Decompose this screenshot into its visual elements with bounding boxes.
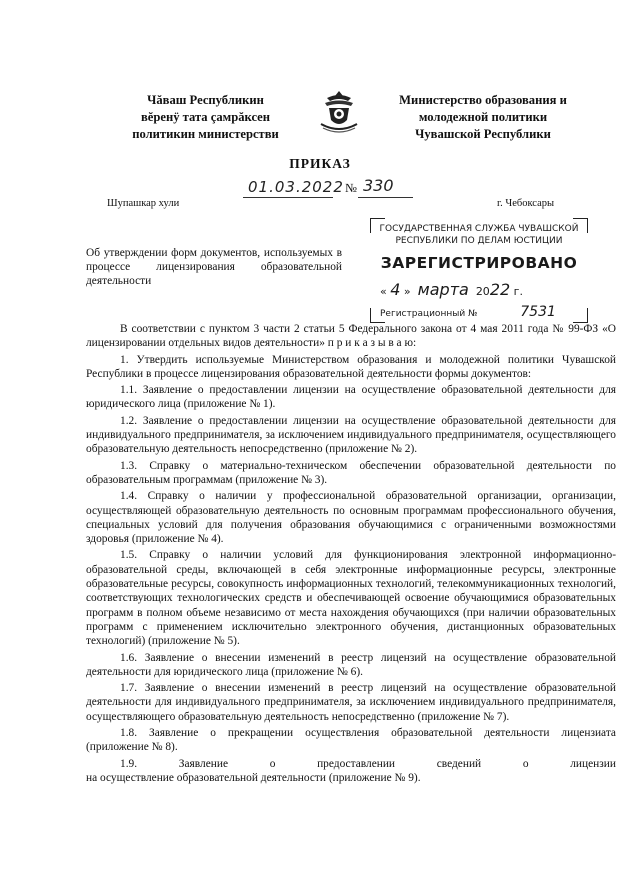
stamp-agency-line: РЕСПУБЛИКИ ПО ДЕЛАМ ЮСТИЦИИ [395,235,563,246]
ministry-name-russian-line: молодежной политики [418,110,548,124]
stamp-year-prefix: 20 [475,285,490,298]
document-title: ПРИКАЗ [289,156,351,171]
stamp-status: ЗАРЕГИСТРИРОВАНО [380,254,578,272]
number-underline [358,197,413,198]
stamp-registration [380,304,556,320]
item-1-6: 1.6. Заявление о внесении изменений в реестр лицензий на осуществление образовательной деятельности для юридического лица (приложение № 6). [86,651,616,678]
item-1-9-word: 1.9. [120,757,138,770]
item-1-9-continuation: на осуществление образовательной деятельности (приложение № 9). [86,771,421,784]
item-1-9-first-line [86,757,616,771]
stamp-reg-number: 7531 [520,304,556,320]
ministry-name-russian-line: Министерство образования и [399,93,567,107]
item-1-3: 1.3. Справку о материально-техническом обеспечении образовательной деятельности по образовательным программам (приложение № 3). [86,459,616,486]
order-number-label: № [345,181,357,195]
registration-stamp [370,218,588,323]
stamp-month: марта [417,280,469,299]
item-1-4: 1.4. Справку о наличии у профессиональной образовательной организации, организации, осуществляющей образовательную деятельность по основным программам профессионального обучения, специальных условий для получения образования обучающимися с ограниченными возможностями здоровья (приложение № 4). [86,490,616,546]
date-underline [243,197,333,198]
stamp-reg-label: Регистрационный № [380,309,478,319]
stamp-year-unit: г. [513,285,523,298]
stamp-agency-line: ГОСУДАРСТВЕННАЯ СЛУЖБА ЧУВАШСКОЙ [379,224,579,234]
stamp-agency [370,224,588,247]
place-chuvash: Шупашкар хули [107,198,180,209]
item-1-8: 1.8. Заявление о прекращении осуществления образовательной деятельности лицензиата (приложение № 8). [86,727,616,754]
ministry-name-chuvash-line: вĕренÿ тата çамрăксен [140,110,271,124]
stamp-quote-close: » [403,285,411,298]
item-1-9-word: Заявление [178,757,228,770]
preamble-paragraph: В соответствии с пунктом 3 части 2 статьи 5 Федерального закона от 4 мая 2011 года № 99-ФЗ «О лицензировании отдельных видов деятельности» п р и к а з ы в а ю: [86,323,616,350]
item-1-1: 1.1. Заявление о предоставлении лицензии на осуществление образовательной деятельности для юридического лица (приложение № 1). [86,384,616,411]
item-1-9-word: сведений [436,757,482,770]
document-body [86,322,616,785]
ministry-name-chuvash-line: Чăваш Республикин [147,93,264,107]
ministry-name-russian [383,92,583,143]
item-1-5: 1.5. Справку о наличии условий для функционирования электронной информационно-образовательной среды, включающей в себя электронные информационные ресурсы, электронные образовательные ресурсы, совокупность информационных технологий, телекоммуникационных технологий, соответствующих технологических средств и обеспечивающей освоение обучающимися образовательных программ в полном объеме независимо от места нахождения обучающихся (при наличии образовательных программ с применением исключительно электронного обучения, дистанционных образовательных технологий) (приложение № 5). [86,549,616,648]
order-date: 01.03.2022 [248,178,344,196]
document-subject: Об утверждении форм документов, используемых в процессе лицензирования образовательной деятельности [86,247,342,287]
stamp-corner [573,308,588,323]
ministry-name-chuvash [118,92,293,143]
item-1-7: 1.7. Заявление о внесении изменений в реестр лицензий на осуществление образовательной деятельности для индивидуального предпринимателя, за исключением индивидуального предпринимателя, осуществляющего образовательную деятельность непосредственно (приложение № 7). [86,682,616,723]
stamp-year-suffix: 22 [489,280,511,299]
item-1-9-word: о [522,757,529,770]
item-1-9-word: о [269,757,276,770]
chuvash-emblem-icon [317,88,361,134]
stamp-day: 4 [390,280,401,299]
item-1-9-word: предоставлении [317,757,396,770]
ministry-name-russian-line: Чувашской Республики [415,127,551,141]
stamp-date [380,280,523,299]
item-1: 1. Утвердить используемые Министерством образования и молодежной политики Чувашской Республики в процессе лицензирования образовательной деятельности формы документов: [86,353,616,380]
item-1-9-word: лицензии [570,757,616,770]
order-number: 330 [363,176,394,195]
place-russian: г. Чебоксары [497,198,555,209]
stamp-quote-open: « [380,285,387,298]
item-1-2: 1.2. Заявление о предоставлении лицензии на осуществление образовательной деятельности для индивидуального предпринимателя, за исключением индивидуального предпринимателя, осуществляющего образовательную деятельность непосредственно (приложение № 2). [86,414,616,456]
ministry-name-chuvash-line: политикин министерстви [132,127,279,141]
